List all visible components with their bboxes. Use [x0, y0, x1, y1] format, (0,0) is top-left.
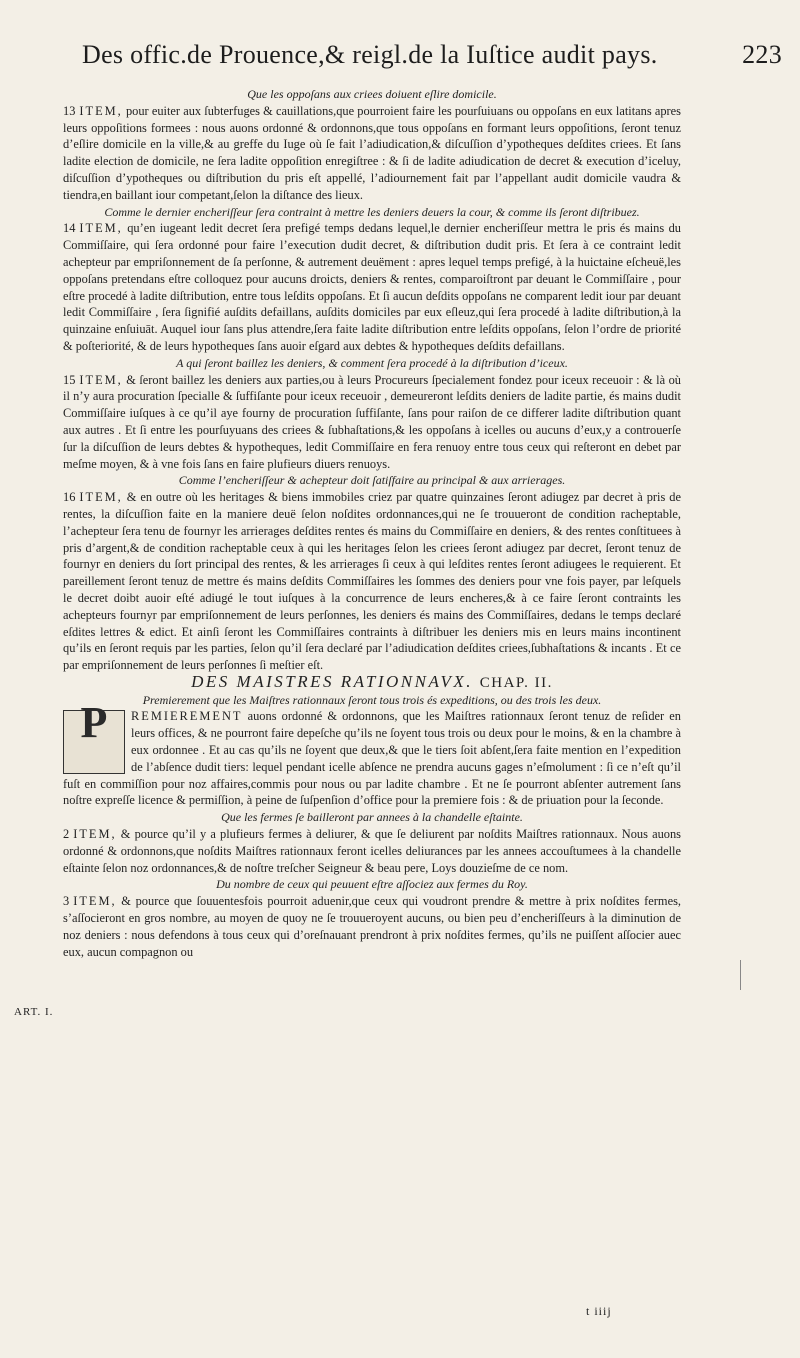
- article-lead: REMIEREMENT: [131, 709, 243, 724]
- initial-letter: P: [80, 698, 108, 748]
- article-paragraph: [63, 489, 681, 674]
- section-subtitle: Que les fermes ſe bailleront par annees à la chandelle eſtainte.: [221, 810, 523, 825]
- section-subtitle: A qui ſeront baillez les deniers, & comment ſera procedé à la diſtribution d’iceux.: [176, 355, 568, 370]
- article-paragraph: [63, 220, 681, 354]
- article-text: & pource que ſouuentesfois pourroit aduenir,que ceux qui voudront prendre & mettre à prix noſdites fermes, s’aſſocieront en gros nombre, au moyen de quoy ne ſe trouueroyent aucuns, ou bien peu d’encheriſſeurs à la diminution de noz deniers : nous defendons à tous ceux qui d’oreſnauant prendront à prix noſdites fermes, qu’ils ne puiſſent aſſocier auec eux, aucun compagnon ou: [63, 894, 681, 959]
- article-lead: ITEM,: [79, 490, 123, 505]
- article-number: 13: [63, 103, 76, 118]
- header-title: Des offic.de Prouence,& reigl.de la Iuſtice audit pays.: [82, 40, 658, 69]
- article-paragraph: [63, 893, 681, 960]
- signature-mark: t iiij: [586, 1304, 612, 1318]
- article-text: & ſeront baillez les deniers aux parties,ou à leurs Procureurs ſpecialement fondez pour iceux receuoir : & là où il n’y aura procuration ſpecialle & ſuffiſante pour iceux receuoir , demeureront leſdits deniers de ladite partie, és mains dudit Commiſſaire iuſques à ce qu’il aye fourny de procuration ſuffiſante, ſans pour raiſon de ce differer ladite diſtribution quant aux autres . Et ſi entre les pourſuyuans des criees & ſubhaſtations,& les oppoſans à icelles ou aucuns d’eux,y a controuerſe ſur la diſcuſſion de leurs debtes & hypotheques, ledit Commiſſaire en fera renuoy entre tous ceux qui reſteront en debet par meſme moyen, & à vne fois ſans en faire plufieurs diuers renuoys.: [63, 372, 681, 471]
- margin-rule: [740, 960, 741, 990]
- article-lead: ITEM,: [79, 103, 123, 118]
- page-number: 223: [742, 40, 782, 69]
- article-number: 3: [63, 894, 70, 909]
- decorated-initial: [63, 698, 125, 774]
- running-header: [82, 40, 782, 70]
- article-text: & en outre où les heritages & biens immobiles criez par quatre quinzaines ſeront adiugez par decret à pris de rentes, la diſcuſſion faite en la maniere deuë ſelon noſdites ordonnances,qui ne ſe trouueront de condition racheptable, l’achepteur ſera tenu de fournyr les arrierages deſdites rentes és mains du Commiſſaire en deniers, & des rentes conſtituees à pris d’argent,& de condition racheptable ceux à qui les heritages ſelon les criees ſeront adiugez par decret, ſeront tenuz de fournyr en deniers du ſort principal des rentes, & les arrierages ſi ceux à qui leſdites rentes ſeront adiugees le requierent. Et pareillement ſeront tenuz de mettre és mains deſdits Commiſſaires les ſommes des deniers pour vne fois payer, par leſquels le decret doibt auoir eſté adiugé le tout iuſques à la concurrence de leurs encheres,& à ce faire ſeront contraints les achepteurs fournyr par empriſonnement de leurs perſonnes, les deniers és mains des Commiſſaires, dedans le temps declaré eſdites lettres & edict. Et ainſi ſeront les Commiſſaires contraints à diſtribuer les deniers mis en leurs mains incontinent qu’ils en ſeront requis par les parties, ſelon qu’il ſera declaré par l’adiudication deſdites criees,ſubhaſtations & incants . Et ce par empriſonnement de leurs perſonnes ſi meſtier eſt.: [63, 490, 681, 673]
- article-number: 15: [63, 372, 76, 387]
- chapter-title: DES MAISTRES RATIONNAVX.: [191, 671, 473, 691]
- article-paragraph: [63, 103, 681, 204]
- article-lead: ITEM,: [79, 221, 123, 236]
- article-lead: ITEM,: [79, 372, 123, 387]
- section-subtitle: Du nombre de ceux qui peuuent eſtre aſſociez aux fermes du Roy.: [216, 877, 528, 892]
- section-subtitle: Comme l’encheriſſeur & achepteur doit ſatiſfaire au principal & aux arrierages.: [178, 473, 566, 488]
- article-text: qu’en iugeant ledit decret ſera prefigé temps dedans lequel,le dernier encheriſſeur mettra le pris és mains du Commiſſaire, qui ſera ordonné pour faire l’execution dudit decret, & diſtribution dudit pris. Et ſera à ce contraint ledit achepteur par empriſonnement de ſa perſonne, & autrement deuëment : apres lequel temps prefigé, à la huictaine eſcheuë,les oppoſans pretendans eſtre colloquez pour aucuns droicts, deniers & rentes, comparoiſtront par deuant le Commiſſaire , pour eſtre procedé à ladite diſtribution, entre tous leſdits oppoſans. Et ſi aucun deſdits oppoſans ne comparent ledit iour par deuant ledit Commiſſaire , ſera ſignifié auſdits defaillans, auſdits domiciles par eux eſleuz,qui ſera procedé à ladite diſtribution,à la quinzaine enſuiuāt. Auquel iour ſans plus attendre,ſera faite ladite diſtribution entre leſdits oppoſans, ſelon l’ordre de priorité & poſteriorité, & de leurs hypotheques ſans auoir eſgard aux debtes & hypotheques deſdits defaillans.: [63, 221, 681, 353]
- article-number: 2: [63, 827, 70, 842]
- article-paragraph: [63, 372, 681, 473]
- article-text: pour euiter aux ſubterfuges & cauillations,que pourroient faire les pourſuiuans ou oppoſans en eux latitans apres leurs oppoſitions formees : nous auons ordonné & ordonnons,que tous oppoſans en formant leurs oppoſitions, ſeront tenuz d’eſlire domicile en la ville,& au greffe du Iuge où ſe fait l’adiudication,& diſcuſſion d’ypotheques deſdites criees. Et ſans ladite election de domicile, ne ſera ladite oppoſition enregiſtree : & ſi de ladite adiudication de decret & execution d’iceluy, diſcuſſion d’ypotheques ou diſtribution du pris eſt appellé, l’adiournement fait par l’appellant audit domicile vaudra & tiendra,en baillant iour competant,ſelon la diſtance des lieux.: [63, 103, 681, 202]
- article-number: 16: [63, 490, 76, 505]
- article-lead: ITEM,: [73, 894, 117, 909]
- chapter-number: CHAP. II.: [479, 674, 553, 691]
- section-subtitle: Premierement que les Maiſtres rationnaux ſeront tous trois és expeditions, ou des trois les deux.: [142, 692, 602, 707]
- section-subtitle: Que les oppoſans aux criees doiuent eſlire domicile.: [247, 87, 497, 101]
- chapter-heading: [63, 671, 681, 692]
- article-lead: ITEM,: [73, 827, 117, 842]
- margin-article-label: ART. I.: [14, 1006, 54, 1018]
- article-text: auons ordonné & ordonnons, que les Maiſtres rationnaux ſeront tenuz de reſider en leurs offices, & ne pourront faire depeſche qu’ils ne ſoyent tous trois ou deux pour le moins, & en la chambre à eux ordonnee . Et au cas qu’ils ne ſoyent que deux,& que le tiers ſoit abſent,ſera faite mention en l’expedition de l’abſence dudit tiers: lequel pendant icelle abſence ne prendra aucuns gages n’eſmolument : ſi ce n’eſt qu’il fuſt en commiſſion pour noz affaires,commis pour nous ou par ladite chambre . Et ne ſe pourront abſenter autrement ſans noſtre expreſſe licence & permiſſion, à peine de ſuſpenſion d’office pour la premiere fois : & de priuation pour la ſeconde.: [63, 709, 681, 808]
- article-text: & pource qu’il y a plufieurs fermes à deliurer, & que ſe deliurent par noſdits Maiſtres rationnaux. Nous auons ordonné & ordonnons,que noſdits Maiſtres rationnaux feront icelles deliurances par les annees accouſtumees à la chandelle eſtainte ſelon noz ordonnances,& de noſtre treſcher Seigneur & beau pere, Loys douzieſme de ce nom.: [63, 827, 681, 875]
- text-body: [63, 86, 681, 960]
- article-number: 14: [63, 221, 76, 236]
- article-paragraph: [63, 826, 681, 876]
- section-subtitle: Comme le dernier encheriſſeur ſera contraint à mettre les deniers deuers la cour, & comme ils ſeront diſtribuez.: [104, 204, 640, 219]
